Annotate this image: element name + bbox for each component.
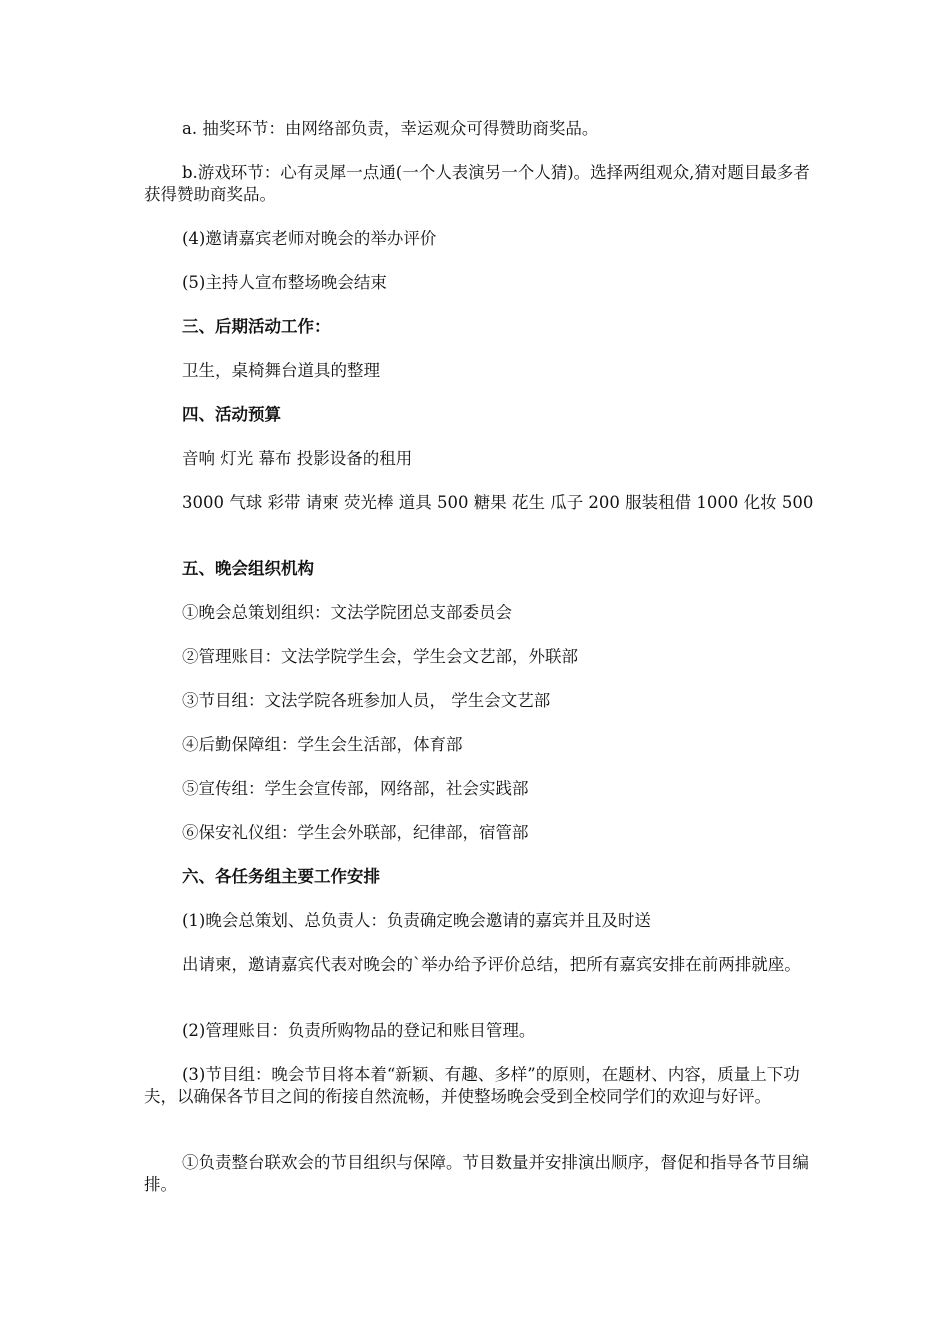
paragraph-lottery: a. 抽奖环节：由网络部负责，幸运观众可得赞助商奖品。 (182, 119, 599, 138)
paragraph-equipment-rental: 音响 灯光 幕布 投影设备的租用 (182, 449, 413, 468)
paragraph-invitations: 出请柬，邀请嘉宾代表对晚会的`举办给予评价总结，把所有嘉宾安排在前两排就座。 (182, 955, 801, 974)
paragraph-budget-items: 3000 气球 彩带 请柬 荧光棒 道具 500 糖果 花生 瓜子 200 服装租借 1000 化妆 500 (182, 493, 814, 512)
heading-budget: 四、活动预算 (182, 405, 281, 424)
paragraph-program-group: (3)节目组：晚会节目将本着“新颖、有趣、多样”的原则，在题材、内容，质量上下功夫，以确保各节目之间的衔接自然流畅，并使整场晚会受到全校同学们的欢迎与好评。 (144, 1065, 800, 1106)
heading-organization: 五、晚会组织机构 (182, 559, 314, 578)
heading-task-arrangement: 六、各任务组主要工作安排 (182, 867, 380, 886)
paragraph-cleanup: 卫生，桌椅舞台道具的整理 (182, 361, 380, 380)
list-item-logistics: ④后勤保障组：学生会生活部，体育部 (182, 735, 463, 754)
list-item-security: ⑥保安礼仪组：学生会外联部，纪律部，宿管部 (182, 823, 529, 842)
list-item-planning: ①晚会总策划组织：文法学院团总支部委员会 (182, 603, 512, 622)
list-item-accounts: ②管理账目：文法学院学生会，学生会文艺部，外联部 (182, 647, 578, 666)
list-item-publicity: ⑤宣传组：学生会宣传部，网络部，社会实践部 (182, 779, 529, 798)
paragraph-program-organization: ①负责整台联欢会的节目组织与保障。节目数量并安排演出顺序，督促和指导各节目编排。 (144, 1153, 809, 1194)
heading-post-activity: 三、后期活动工作： (182, 317, 331, 336)
paragraph-invite-review: (4)邀请嘉宾老师对晚会的举办评价 (182, 229, 437, 248)
list-item-program: ③节目组：文法学院各班参加人员， 学生会文艺部 (182, 691, 551, 710)
paragraph-game: b.游戏环节：心有灵犀一点通(一个人表演另一个人猜)。选择两组观众,猜对题目最多者获得赞助商奖品。 (144, 163, 810, 204)
paragraph-host-close: (5)主持人宣布整场晚会结束 (182, 273, 387, 292)
paragraph-chief-planner: (1)晚会总策划、总负责人：负责确定晚会邀请的嘉宾并且及时送 (182, 911, 651, 930)
paragraph-account-management: (2)管理账目：负责所购物品的登记和账目管理。 (182, 1021, 536, 1040)
